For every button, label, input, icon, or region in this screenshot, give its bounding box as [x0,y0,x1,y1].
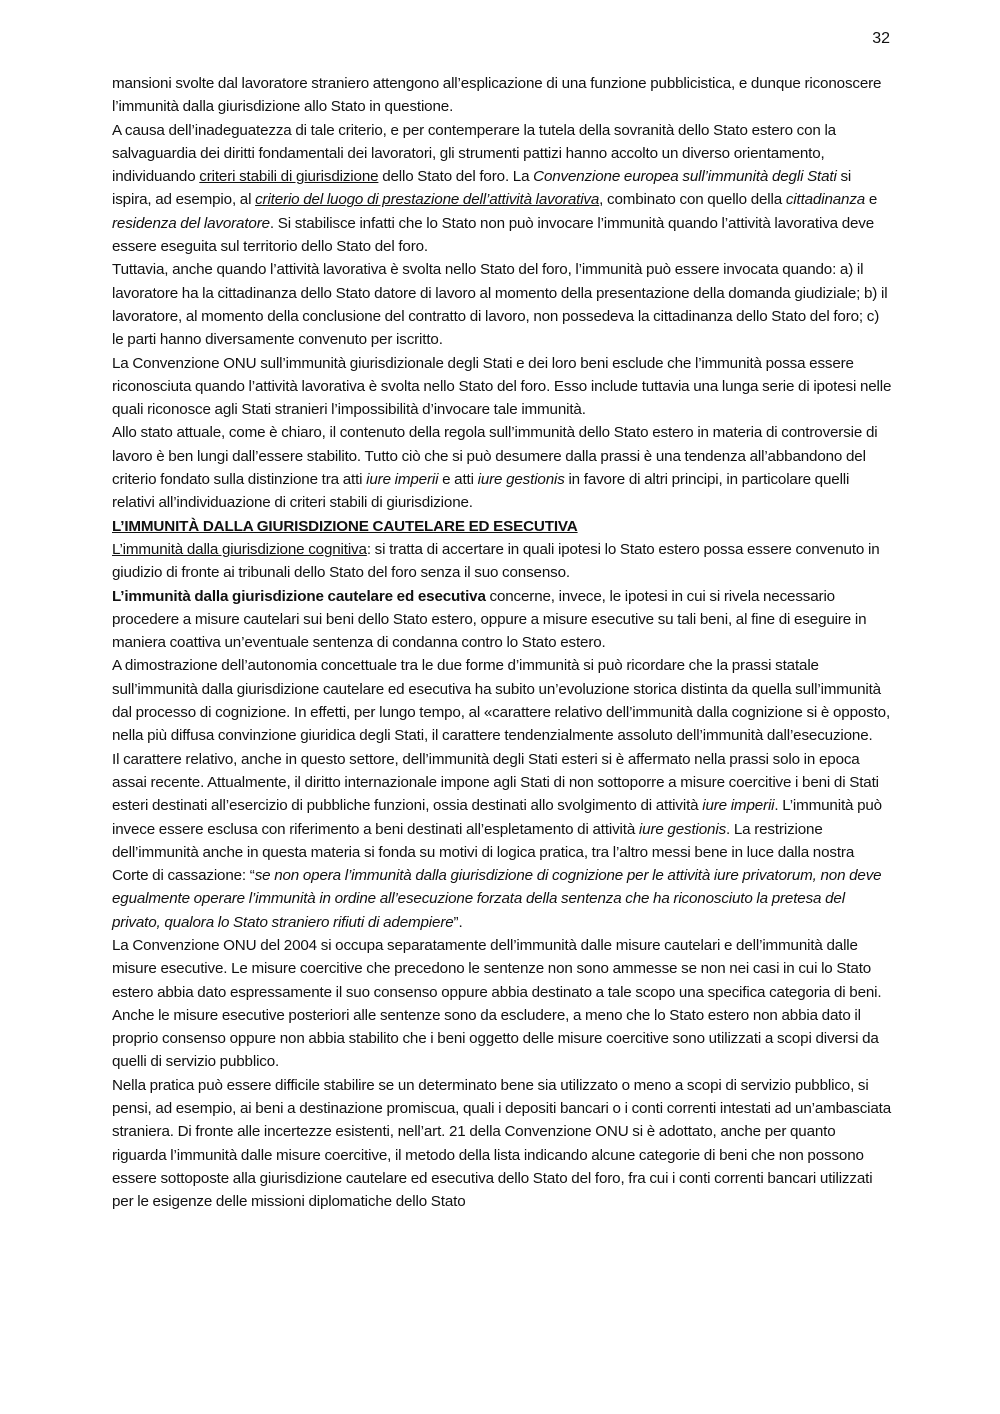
paragraph-7-text: concerne, invece, le ipotesi in cui si rivela necessario procedere a misure cautelari sui beni dello Stato estero, oppure a misure esecutive su tali beni, al fine di eseguire in maniera coattiva un’eventuale sentenza di condanna contro lo Stato estero. [112,587,867,652]
paragraph-1 [112,72,892,119]
paragraph-11 [112,1074,892,1214]
italic-term-residenza: residenza del lavoratore [112,214,270,232]
paragraph-7 [112,585,892,655]
italic-term-iure-gestionis: iure gestionis [477,471,565,489]
paragraph-3 [112,258,892,351]
underlined-term-criteri-stabili: criteri stabili di giurisdizione [199,168,379,186]
paragraph-10-text: La Convenzione ONU del 2004 si occupa separatamente dell’immunità dalle misure cautelari e dell’immunità dalle misure esecutive. Le misure coercitive che precedono le sentenze non sono ammesse se non nei casi in cui lo Stato estero abbia dato espressamente il suo consenso oppure abbia destinato a tale scopo una specifica categoria di beni. Anche le misure esecutive posteriori alle sentenze sono da escludere, a meno che lo Stato estero non abbia dato il proprio consenso oppure non abbia stabilito che i beni oggetto delle misure coercitive sono utilizzati a scopi diversi da quelli di servizio pubblico. [112,936,882,1071]
italic-term-iure-imperii-2: iure imperii [702,797,775,815]
paragraph-8-text: A dimostrazione dell’autonomia concettuale tra le due forme d’immunità si può ricordare che la prassi statale sull’immunità dalla giurisdizione cautelare ed esecutiva ha subito un’evoluzione storica distinta da quella sull’immunità dal processo di cognizione. In effetti, per lungo tempo, al «carattere relativo dell’immunità dalla cognizione si è opposto, nella più diffusa convinzione giuridica degli Stati, il carattere tendenzialmente assoluto dell’immunità dall’esecuzione. [112,657,891,745]
paragraph-9-text-c: . La restrizione dell’immunità anche in questa materia si fonda su motivi di logica pratica, tra l’altro messi bene in luce dalla nostra Corte di cassazione: “ [112,820,855,885]
bold-term-immunita-cautelare: L’immunità dalla giurisdizione cautelare ed esecutiva [112,587,486,605]
paragraph-4 [112,352,892,422]
document-body [112,72,892,1214]
italic-term-iure-imperii: iure imperii [366,471,439,489]
paragraph-3-text: Tuttavia, anche quando l’attività lavorativa è svolta nello Stato del foro, l’immunità può essere invocata quando: a) il lavoratore ha la cittadinanza dello Stato datore di lavoro al momento della presentazione della domanda giudiziale; b) il lavoratore, al momento della conclusione del contratto di lavoro, non possedeva la cittadinanza dello Stato del foro; c) le parti hanno diversamente convenuto per iscritto. [112,261,888,349]
paragraph-8 [112,654,892,747]
paragraph-9-text-d: ”. [453,913,463,931]
paragraph-2-text-e: e [865,191,878,209]
paragraph-4-text: La Convenzione ONU sull’immunità giurisdizionale degli Stati e dei loro beni esclude che l’immunità possa essere riconosciuta quando l’attività lavorativa è svolta nello Stato del foro. Esso include tuttavia una lunga serie di ipotesi nelle quali riconosce agli Stati stranieri l’impossibilità d’invocare tale immunità. [112,354,892,419]
paragraph-5 [112,421,892,514]
paragraph-1-text: mansioni svolte dal lavoratore straniero attengono all’esplicazione di una funzione pubblicistica, e dunque riconoscere l’immunità dalla giurisdizione allo Stato in questione. [112,75,882,116]
paragraph-9-text-a: Il carattere relativo, anche in questo settore, dell’immunità degli Stati esteri si è affermato nella prassi solo in epoca assai recente. Attualmente, il diritto internazionale impone agli Stati di non sottoporre a misure coercitive i beni di Stati esteri destinati all’esercizio di pubbliche funzioni, ossia destinati allo svolgimento di attività [112,750,879,815]
italic-term-iure-gestionis-2: iure gestionis [638,820,727,838]
paragraph-2-text-d: , combinato con quello della [599,191,786,209]
paragraph-6 [112,538,892,585]
paragraph-2-text-f: . Si stabilisce infatti che lo Stato non può invocare l’immunità quando l’attività lavorativa deve essere eseguita sul territorio dello Stato del foro. [112,214,875,256]
paragraph-5-text-a: Allo stato attuale, come è chiaro, il contenuto della regola sull’immunità dello Stato estero in materia di controversie di lavoro è ben lungi dall’essere stabilito. Tutto ciò che si può desumere dalla prassi è una tendenza all’abbandono del criterio fondato sulla distinzione tra atti [112,424,878,489]
paragraph-2-text-a: A causa dell’inadeguatezza di tale criterio, e per contemperare la tutela della sovranità dello Stato estero con la salvaguardia dei diritti fondamentali dei lavoratori, gli strumenti pattizi hanno accolto un diverso orientamento, individuando [112,121,836,186]
italic-quote-cassazione: se non opera l’immunità dalla giurisdizione di cognizione per le attività iure privatorum, non deve egualmente operare l’immunità in ordine all’esecuzione forzata della sentenza che ha riconosciuto la pretesa del privato, qualora lo Stato straniero rifiuti di adempiere [112,867,882,931]
paragraph-5-text-c: in favore di altri principi, in particolare quelli relativi all’individuazione di criteri stabili di giurisdizione. [112,471,850,512]
section-heading: L’IMMUNITÀ DALLA GIURISDIZIONE CAUTELARE ED ESECUTIVA [112,517,578,535]
paragraph-6-text: : si tratta di accertare in quali ipotesi lo Stato estero possa essere convenuto in giudizio di fronte ai tribunali dello Stato del foro senza il suo consenso. [112,540,880,582]
page-number: 32 [872,30,890,47]
italic-term-cittadinanza: cittadinanza [785,191,866,209]
italic-underlined-term-criterio-luogo: criterio del luogo di prestazione dell’attività lavorativa [255,191,600,209]
paragraph-11-text: Nella pratica può essere difficile stabilire se un determinato bene sia utilizzato o meno a scopi di servizio pubblico, si pensi, ad esempio, ai beni a destinazione promiscua, quali i depositi bancari o i conti correnti intestati ad un’ambasciata straniera. Di fronte alle incertezze esistenti, nell’art. 21 della Convenzione ONU si è adottato, anche per quanto riguarda l’immunità dalle misure coercitive, il metodo della lista indicando alcune categorie di beni che non possono essere sottoposte alla giurisdizione cautelare ed esecutiva dello Stato del foro, fra cui i conti correnti bancari utilizzati per le esigenze delle missioni diplomatiche dello Stato [112,1076,892,1211]
paragraph-9 [112,748,892,934]
paragraph-2-text-c: si ispira, ad esempio, al [112,168,852,209]
paragraph-10 [112,934,892,1074]
italic-term-convenzione-europea: Convenzione europea sull’immunità degli Stati [533,168,837,186]
paragraph-2 [112,119,892,259]
paragraph-9-text-b: . L’immunità può invece essere esclusa con riferimento a beni destinati all’espletamento di attività [112,797,882,838]
underlined-term-giurisdizione-cognitiva: L’immunità dalla giurisdizione cognitiva [112,540,367,558]
paragraph-5-text-b: e atti [438,471,478,489]
paragraph-2-text-b: dello Stato del foro. La [378,168,534,186]
